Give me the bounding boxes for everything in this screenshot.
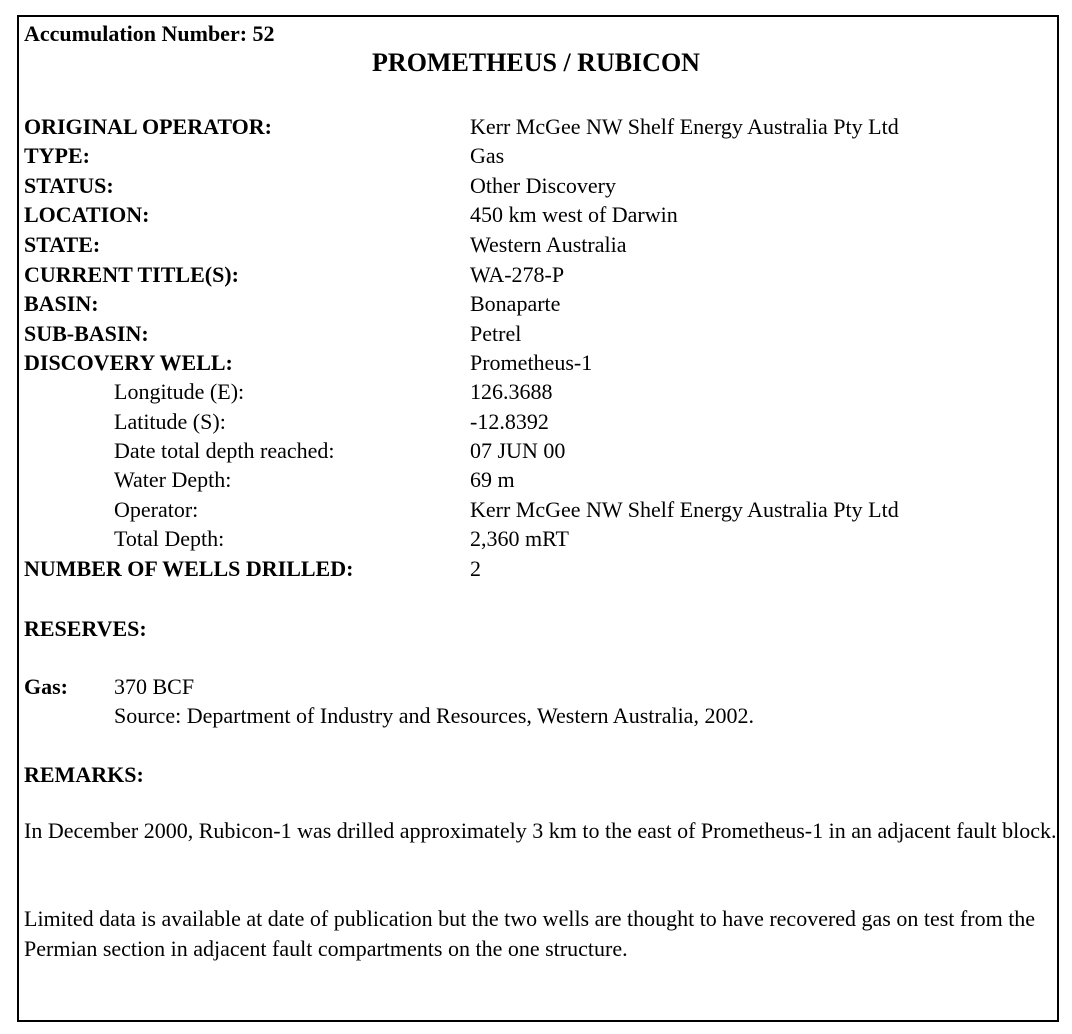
date-td-value: 07 JUN 00 <box>470 438 566 463</box>
latitude-value: -12.8392 <box>470 409 549 434</box>
discovery-well-value: Prometheus-1 <box>470 350 593 375</box>
type-value: Gas <box>470 143 505 168</box>
latitude-label: Latitude (S): <box>114 409 226 434</box>
state-value: Western Australia <box>470 232 627 257</box>
date-td-label: Date total depth reached: <box>114 438 335 463</box>
operator-label: Operator: <box>114 497 199 522</box>
state-label: STATE: <box>24 232 101 257</box>
water-depth-label: Water Depth: <box>114 467 232 492</box>
sub-basin-value: Petrel <box>470 321 522 346</box>
page-title: PROMETHEUS / RUBICON <box>372 48 700 77</box>
operator-value: Kerr McGee NW Shelf Energy Australia Pty Ltd <box>470 497 899 522</box>
status-value: Other Discovery <box>470 173 617 198</box>
location-value: 450 km west of Darwin <box>470 202 678 227</box>
location-label: LOCATION: <box>24 202 150 227</box>
wells-drilled-label: NUMBER OF WELLS DRILLED: <box>24 556 354 581</box>
current-titles-value: WA-278-P <box>470 262 565 287</box>
reserves-source: Source: Department of Industry and Resources, Western Australia, 2002. <box>114 703 754 728</box>
basin-value: Bonaparte <box>470 291 561 316</box>
reserves-heading: RESERVES: <box>24 616 147 641</box>
longitude-value: 126.3688 <box>470 379 553 404</box>
accumulation-number: Accumulation Number: 52 <box>24 21 275 46</box>
status-label: STATUS: <box>24 173 114 198</box>
gas-value: 370 BCF <box>114 674 195 699</box>
sub-basin-label: SUB-BASIN: <box>24 321 149 346</box>
wells-drilled-value: 2 <box>470 556 481 581</box>
basin-label: BASIN: <box>24 291 99 316</box>
discovery-well-label: DISCOVERY WELL: <box>24 350 233 375</box>
total-depth-label: Total Depth: <box>114 526 225 551</box>
remarks-paragraph: Limited data is available at date of publication but the two wells are thought to have recovered gas on test from the Permian section in adjacent fault compartments on the one structure. <box>24 906 1036 961</box>
remarks-heading: REMARKS: <box>24 762 144 787</box>
original-operator-value: Kerr McGee NW Shelf Energy Australia Pty Ltd <box>470 114 899 139</box>
gas-label: Gas: <box>24 674 68 699</box>
water-depth-value: 69 m <box>470 467 515 492</box>
original-operator-label: ORIGINAL OPERATOR: <box>24 114 272 139</box>
remarks-paragraph: In December 2000, Rubicon-1 was drilled approximately 3 km to the east of Prometheus-1 in an adjacent fault block. <box>24 818 1057 843</box>
longitude-label: Longitude (E): <box>114 379 245 404</box>
total-depth-value: 2,360 mRT <box>470 526 569 551</box>
type-label: TYPE: <box>24 143 90 168</box>
current-titles-label: CURRENT TITLE(S): <box>24 262 239 287</box>
